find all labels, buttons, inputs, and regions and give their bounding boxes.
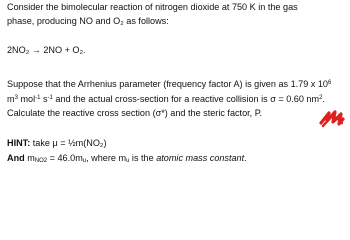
arrhenius-line-1 [7,78,331,90]
mu-subscript: u [82,158,87,164]
mass-value: = 46.0m [47,153,83,163]
question-line-1: Consider the bimolecular reaction of nitrogen dioxide at 750 K in the gas [7,2,298,12]
arrhenius-exponent: 6 [328,80,332,86]
atomic-mass-constant: atomic mass constant [156,153,245,163]
arrhenius-line-2 [7,93,325,105]
nm-exp: 2 [319,95,323,101]
mass-line [7,152,247,164]
question-line-2: phase, producing NO and O₂ as follows: [7,16,169,26]
cross-section-text: and the actual cross-section for a reactive collision is σ = 0.60 nm [52,94,320,104]
unit-s-exp: -1 [47,95,53,101]
mass-symbol: m [24,153,35,163]
mass-line-end: . [244,153,247,163]
unit-s: s [40,94,48,104]
is-text: is the [129,153,157,163]
unit-m-exp: 3 [14,95,18,101]
where-text: , where m [86,153,127,163]
mass-subscript: NO2 [34,158,48,164]
hint-text: take μ = ½m(NO₂) [30,138,107,148]
and-label: And [7,153,25,163]
arrhenius-line-3: Calculate the reactive cross section (σ*) and the steric factor, P. [7,108,263,118]
arrhenius-text: Suppose that the Arrhenius parameter (frequency factor A) is given as 1.79 x 10 [7,79,328,89]
line-end: . [322,94,325,104]
unit-mol-exp: -1 [35,95,41,101]
unit-mol: mol [17,94,36,104]
hint-label: HINT: [7,138,31,148]
reaction-equation: 2NO₂ → 2NO + O₂. [7,45,86,55]
red-scribble-mark-icon [319,109,345,129]
hint-line [7,137,106,149]
unit-m: m [7,94,15,104]
mu-subscript-2: u [126,158,130,164]
